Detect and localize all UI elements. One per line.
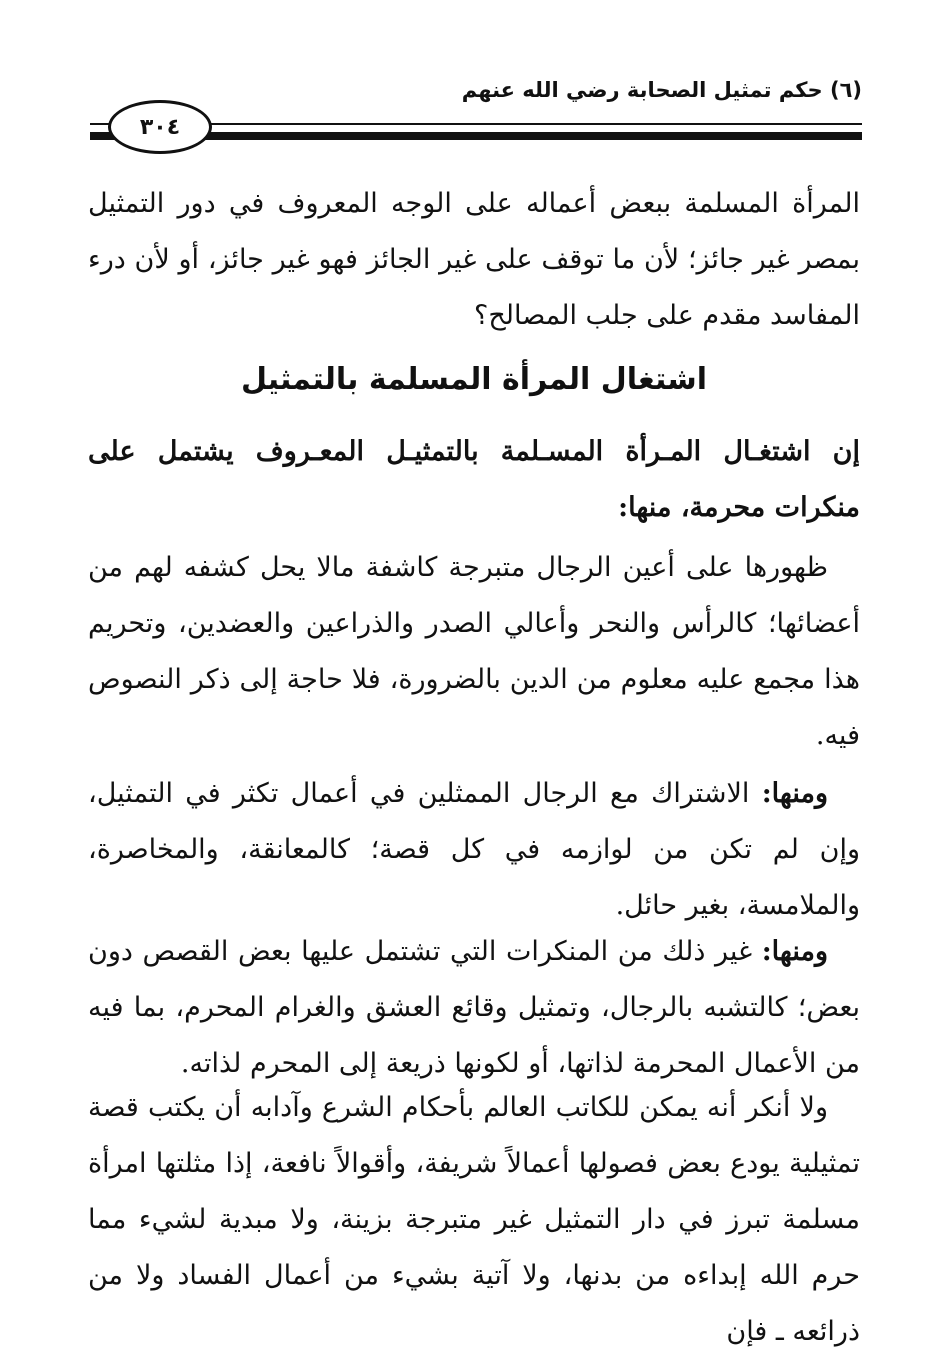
paragraph-6: ولا أنكر أنه يمكن للكاتب العالم بأحكام الشرع وآدابه أن يكتب قصة تمثيلية يودع بعض فصولها أعمالاً شريفة، وأقوالاً نافعة، إذا مثلتها امرأة مسلمة تبرز في دار التمثيل غير متبرجة بزينة، ولا مبدية لشيء مما حرم الله إبداءه من بدنها، ولا آتية بشيء من أعمال الفساد ولا من ذرائعه ـ فإن bbox=[88, 1092, 860, 1347]
paragraph-3: ظهورها على أعين الرجال متبرجة كاشفة مالا يحل كشفه لهم من أعضائها؛ كالرأس والنحر وأعالي الصدر والذراعين والعضدين، وتحريم هذا مجمع عليه معلوم من الدين بالضرورة، فلا حاجة إلى ذكر النصوص فيه. bbox=[88, 552, 860, 751]
running-header bbox=[90, 70, 862, 160]
paragraph-4-lead: ومنها: bbox=[761, 778, 828, 809]
paragraph-4-text: الاشتراك مع الرجال الممثلين في أعمال تكثر في التمثيل، وإن لم تكن من لوازمه في كل قصة؛ كالمعانقة، والمخاصرة، والملامسة، بغير حائل. bbox=[88, 778, 860, 921]
page-number: ٣٠٤ bbox=[108, 100, 212, 154]
paragraph-2: إن اشتغـال المـرأة المسـلمة بالتمثيـل المعـروف يشتمل على منكرات محرمة، منها: bbox=[88, 436, 860, 523]
paragraph-5 bbox=[88, 924, 860, 1092]
section-heading: اشتغال المرأة المسلمة بالتمثيل bbox=[240, 362, 708, 397]
running-title: (٦) حكم تمثيل الصحابة رضي الله عنهم bbox=[461, 78, 862, 102]
paragraph-4 bbox=[88, 766, 860, 934]
paragraph-5-text: غير ذلك من المنكرات التي تشتمل عليها بعض القصص دون بعض؛ كالتشبه بالرجال، وتمثيل وقائع العشق والغرام المحرم، بما فيه من الأعمال المحرمة لذاتها، أو لكونها ذريعة إلى المحرم لذاته. bbox=[88, 936, 860, 1079]
paragraph-5-lead: ومنها: bbox=[761, 936, 828, 967]
paragraph-1: المرأة المسلمة ببعض أعماله على الوجه المعروف في دور التمثيل بمصر غير جائز؛ لأن ما توقف على غير الجائز فهو غير جائز، أو لأن درء المفاسد مقدم على جلب المصالح؟ bbox=[88, 188, 860, 331]
